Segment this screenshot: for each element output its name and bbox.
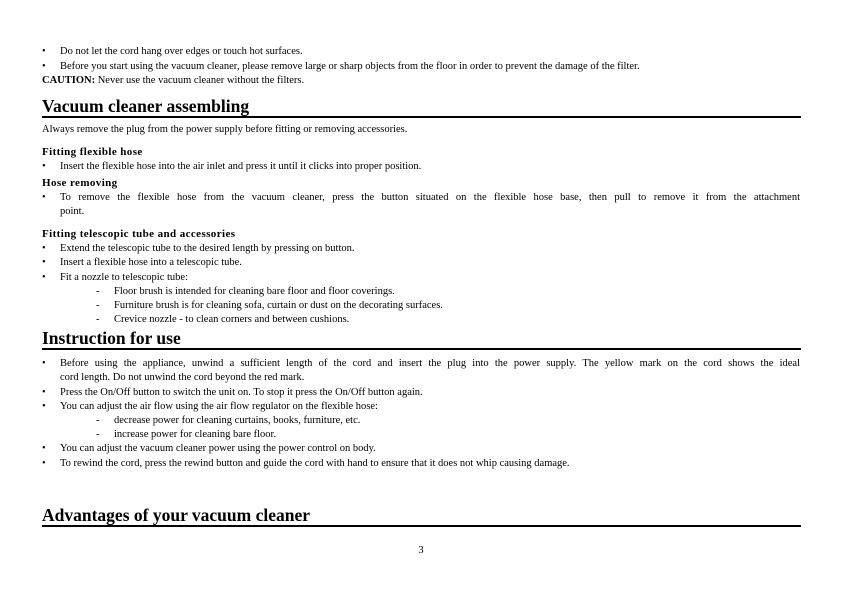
section-title-instruction: Instruction for use (42, 328, 181, 348)
bullet-icon: • (42, 46, 46, 57)
bullet-icon: • (42, 243, 46, 254)
bullet-icon: • (42, 192, 46, 203)
caution-text: Never use the vacuum cleaner without the filters. (95, 75, 305, 86)
section-divider (42, 116, 801, 118)
bullet-icon: • (42, 443, 46, 454)
caution-line (42, 74, 800, 88)
section-title-assembling: Vacuum cleaner assembling (42, 96, 250, 116)
subsection-title-hose-removing: Hose removing (42, 177, 118, 189)
subsection-title-fitting-hose: Fitting flexible hose (42, 146, 143, 158)
section-divider (42, 525, 801, 527)
bullet-text: You can adjust the vacuum cleaner power using the power control on body. (60, 443, 376, 454)
bullet-text: Before using the appliance, unwind a sufficient length of the cord and insert the plug into the power supply. The yellow mark on the cord shows the ideal (60, 358, 800, 369)
bullet-icon: • (42, 358, 46, 369)
bullet-text: Before you start using the vacuum cleaner, please remove large or sharp objects from the floor in order to prevent the damage of the filter. (60, 61, 640, 72)
bullet-text: Insert the flexible hose into the air inlet and press it until it clicks into proper position. (60, 161, 422, 172)
bullet-text: Extend the telescopic tube to the desired length by pressing on button. (60, 243, 355, 254)
section-title-advantages: Advantages of your vacuum cleaner (42, 505, 310, 525)
bullet-text-continued: point. (60, 206, 85, 217)
bullet-icon: • (42, 401, 46, 412)
bullet-text: Fit a nozzle to telescopic tube: (60, 272, 188, 283)
bullet-text: Press the On/Off button to switch the unit on. To stop it press the On/Off button again. (60, 387, 423, 398)
bullet-icon: • (42, 458, 46, 469)
bullet-icon: • (42, 161, 46, 172)
caution-label: CAUTION: (42, 75, 96, 86)
sub-item-text: decrease power for cleaning curtains, books, furniture, etc. (114, 415, 361, 426)
page-number: 3 (418, 545, 424, 556)
subsection-title-telescopic: Fitting telescopic tube and accessories (42, 228, 236, 240)
bullet-text: Do not let the cord hang over edges or touch hot surfaces. (60, 46, 303, 57)
bullet-text: Insert a flexible hose into a telescopic tube. (60, 257, 242, 268)
dash-icon: - (96, 415, 100, 426)
bullet-icon: • (42, 387, 46, 398)
section-divider (42, 348, 801, 350)
dash-icon: - (96, 300, 100, 311)
dash-icon: - (96, 286, 100, 297)
bullet-text: You can adjust the air flow using the air flow regulator on the flexible hose: (60, 401, 378, 412)
dash-icon: - (96, 429, 100, 440)
bullet-icon: • (42, 257, 46, 268)
bullet-text: To remove the flexible hose from the vacuum cleaner, press the button situated on the flexible hose base, then pull to remove it from the attachment (60, 192, 800, 203)
dash-icon: - (96, 314, 100, 325)
sub-item-text: Crevice nozzle - to clean corners and between cushions. (114, 314, 350, 325)
bullet-icon: • (42, 272, 46, 283)
assembling-note: Always remove the plug from the power supply before fitting or removing accessories. (42, 124, 408, 135)
sub-item-text: Floor brush is intended for cleaning bare floor and floor coverings. (114, 286, 395, 297)
bullet-text-continued: cord length. Do not unwind the cord beyond the red mark. (60, 372, 305, 383)
bullet-icon: • (42, 61, 46, 72)
bullet-text: To rewind the cord, press the rewind button and guide the cord with hand to ensure that it does not whip causing damage. (60, 458, 570, 469)
sub-item-text: increase power for cleaning bare floor. (114, 429, 277, 440)
sub-item-text: Furniture brush is for cleaning sofa, curtain or dust on the decorating surfaces. (114, 300, 443, 311)
